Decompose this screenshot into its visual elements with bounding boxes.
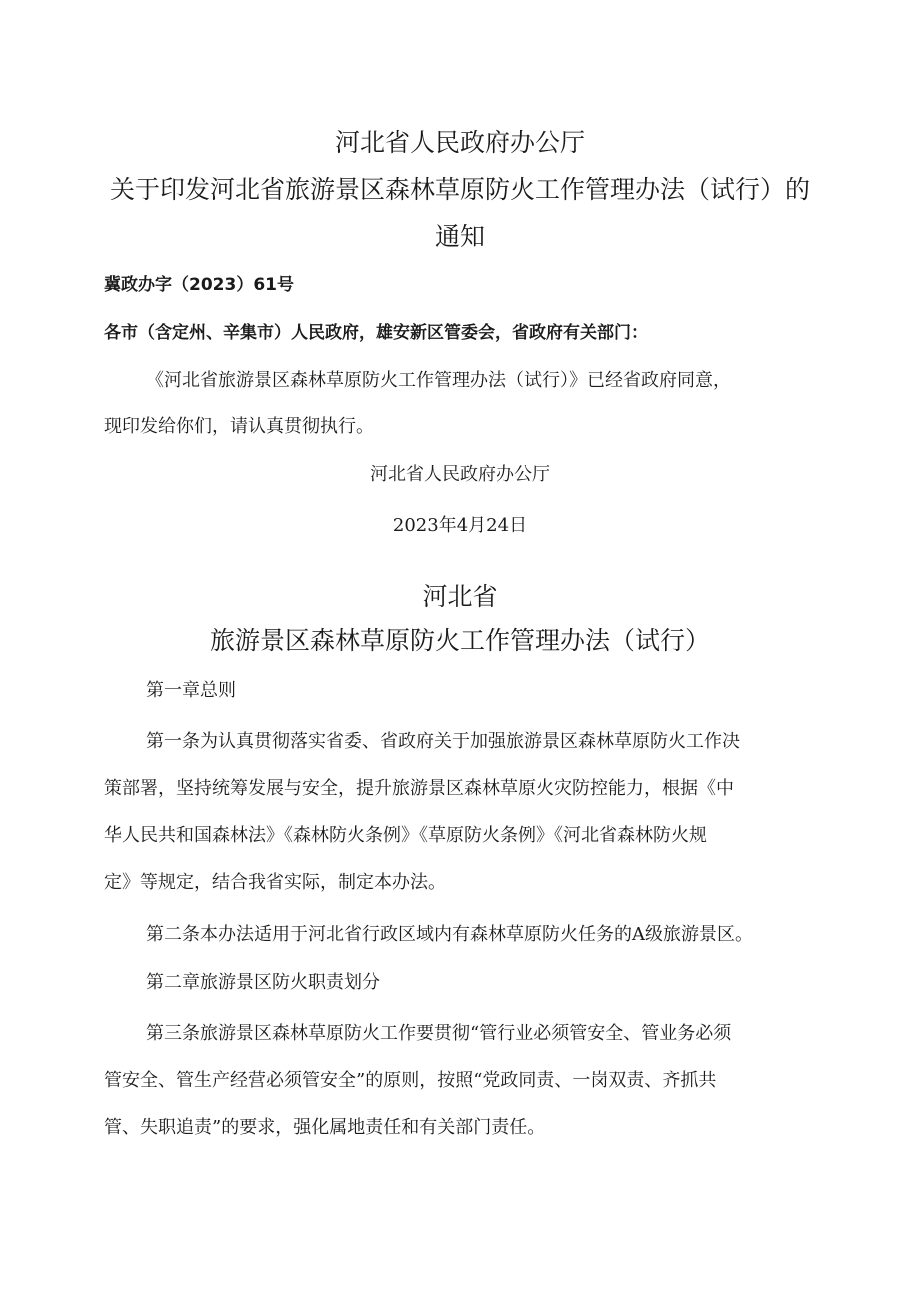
article-2: 第二条本办法适用于河北省行政区域内有森林草原防火任务的A级旅游景区。 — [146, 924, 753, 945]
notice-body-line-2: 现印发给你们，请认真贯彻执行。 — [104, 416, 374, 437]
notice-title-line-2: 关于印发河北省旅游景区森林草原防火工作管理办法（试行）的 — [109, 175, 810, 204]
article-3-line-1: 第三条旅游景区森林草原防火工作要贯彻“管行业必须管安全、管业务必须 — [146, 1023, 732, 1044]
article-1-line-2: 策部署，坚持统筹发展与安全，提升旅游景区森林草原火灾防控能力，根据《中 — [104, 778, 734, 799]
article-1-line-4: 定》等规定，结合我省实际，制定本办法。 — [104, 872, 446, 893]
article-1-line-3: 华人民共和国森林法》《森林防火条例》《草原防火条例》《河北省森林防火规 — [104, 825, 707, 846]
article-1-line-1: 第一条为认真贯彻落实省委、省政府关于加强旅游景区森林草原防火工作决 — [146, 731, 740, 752]
addressee: 各市（含定州、辛集市）人民政府，雄安新区管委会，省政府有关部门： — [104, 323, 648, 343]
notice-title-line-3: 通知 — [434, 222, 485, 251]
chapter-1-heading: 第一章总则 — [146, 680, 236, 701]
notice-title-line-1: 河北省人民政府办公厅 — [334, 128, 585, 157]
signature-issuer: 河北省人民政府办公厅 — [370, 464, 550, 485]
chapter-2-heading: 第二章旅游景区防火职责划分 — [146, 972, 380, 993]
measures-title-line-1: 河北省 — [422, 582, 498, 611]
article-3-line-3: 管、失职追责”的要求，强化属地责任和有关部门责任。 — [104, 1117, 546, 1138]
signature-date: 2023年4月24日 — [392, 515, 528, 536]
measures-title-line-2: 旅游景区森林草原防火工作管理办法（试行） — [209, 626, 710, 655]
document-number: 冀政办字（2023）61号 — [104, 275, 294, 295]
article-3-line-2: 管安全、管生产经营必须管安全”的原则，按照“党政同责、一岗双责、齐抓共 — [104, 1070, 717, 1091]
notice-body-line-1: 《河北省旅游景区森林草原防火工作管理办法（试行）》已经省政府同意， — [146, 370, 731, 391]
